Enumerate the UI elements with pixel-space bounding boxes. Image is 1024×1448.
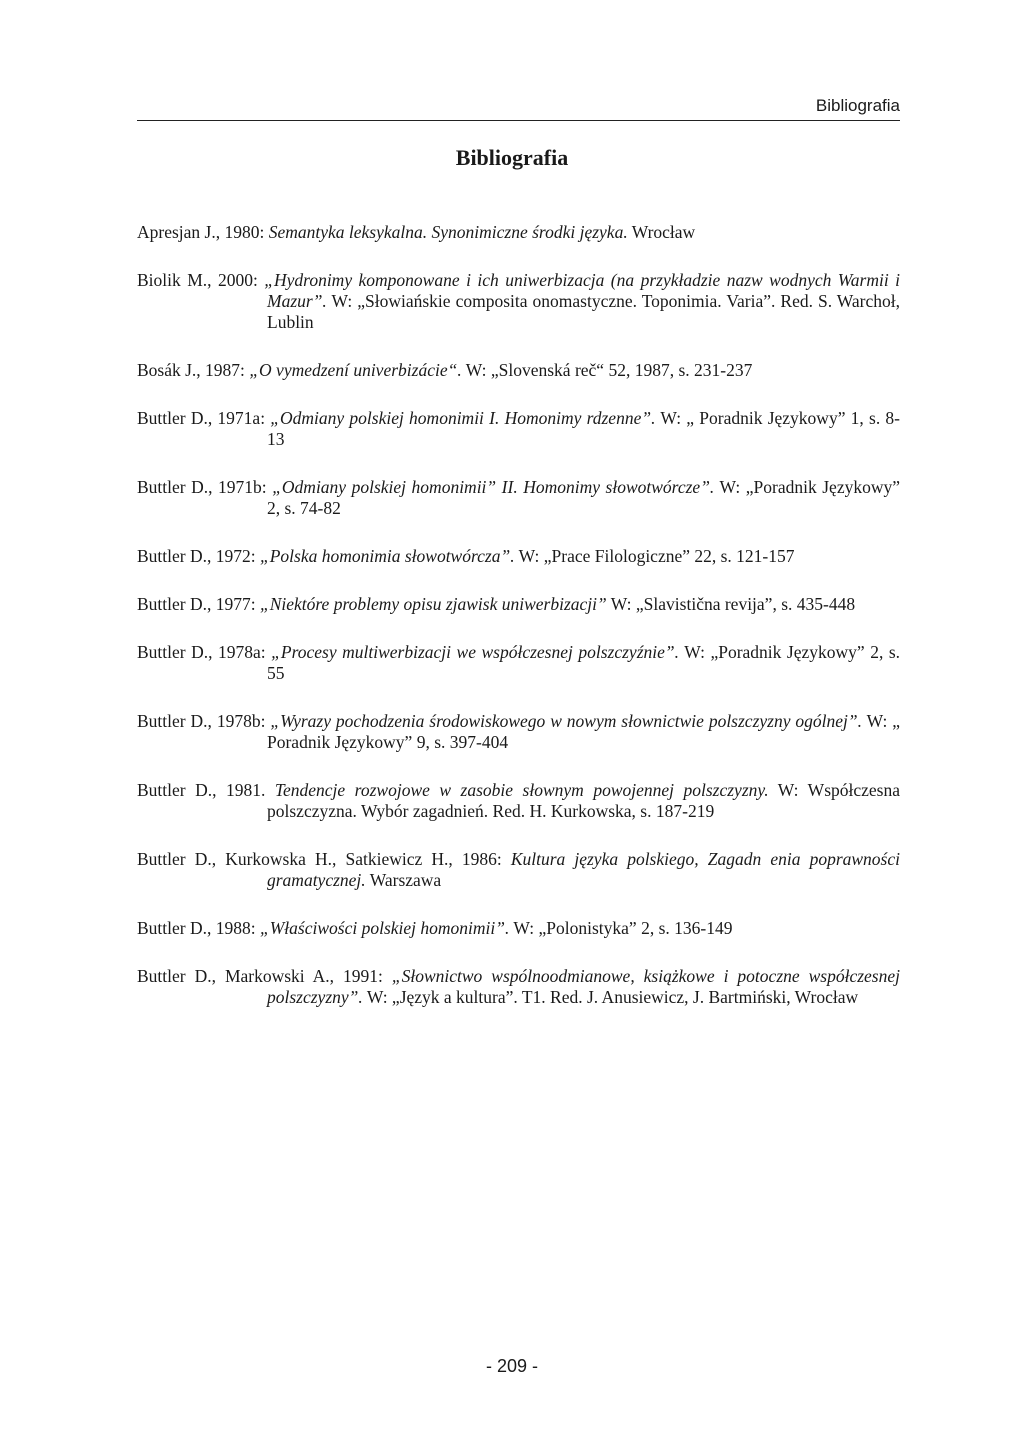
- page-number: - 209 -: [485, 1356, 539, 1376]
- entry-title: „Niektóre problemy opisu zjawisk uniwerbizacji”: [259, 594, 607, 614]
- entry-rest: W: „Prace Filologiczne” 22, s. 121-157: [514, 546, 795, 566]
- page-title: Bibliografia: [455, 145, 569, 170]
- entry-rest: W: „Poradnik Językowy” 2, s. 74-82: [267, 477, 900, 518]
- entry-title: „Słownictwo wspólnoodmianowe, książkowe i potoczne współczesnej polszczyzny”.: [267, 966, 900, 1007]
- entry-rest: W: „Język a kultura”. T1. Red. J. Anusiewicz, J. Bartmiński, Wrocław: [362, 987, 859, 1007]
- bibliography-entry: [137, 408, 900, 450]
- entry-lead: Buttler D., 1978b:: [137, 711, 271, 731]
- running-header: Bibliografia: [137, 96, 900, 121]
- bibliography-entry: [137, 642, 900, 684]
- entry-lead: Buttler D., 1977:: [137, 594, 260, 614]
- entry-title: „Właściwości polskiej homonimii”.: [259, 918, 510, 938]
- entry-rest: Warszawa: [365, 870, 442, 890]
- entry-rest: Wrocław: [627, 222, 696, 242]
- bibliography-entry: [137, 966, 900, 1008]
- bibliography-entry: [137, 546, 900, 567]
- entry-title: „Procesy multiwerbizacji we współczesnej polszczyźnie”.: [271, 642, 680, 662]
- entry-lead: Buttler D., 1988:: [137, 918, 260, 938]
- entry-rest: W: „Polonistyka” 2, s. 136-149: [509, 918, 733, 938]
- bibliography-entry: [137, 222, 900, 243]
- entry-lead: Buttler D., 1972:: [137, 546, 260, 566]
- entry-rest: W: „ Poradnik Językowy” 9, s. 397-404: [267, 711, 901, 752]
- entry-lead: Buttler D., 1971b:: [137, 477, 273, 497]
- entry-lead: Buttler D., Markowski A., 1991:: [137, 966, 392, 986]
- entry-lead: Apresjan J., 1980:: [137, 222, 269, 242]
- bibliography-entry: [137, 849, 900, 891]
- entry-title: Semantyka leksykalna. Synonimiczne środki języka.: [268, 222, 628, 242]
- entry-title: „Hydronimy komponowane i ich uniwerbizacja (na przykładzie nazw wodnych Warmii i Mazur”.: [264, 270, 900, 311]
- entry-title: „Odmiany polskiej homonimii I. Homonimy rdzenne”.: [270, 408, 656, 428]
- entry-title: Tendencje rozwojowe w zasobie słownym powojennej polszczyzny.: [274, 780, 769, 800]
- entry-lead: Buttler D., 1971a:: [137, 408, 271, 428]
- entry-rest: W: „Slovenská reč“ 52, 1987, s. 231-237: [461, 360, 753, 380]
- entry-rest: W: „Poradnik Językowy” 2, s. 55: [267, 642, 901, 683]
- bibliography-entry: [137, 270, 900, 333]
- entry-title: Kultura języka polskiego, Zagadn enia poprawności gramatycznej.: [267, 849, 900, 890]
- bibliography-entry: [137, 780, 900, 822]
- entry-lead: Bosák J., 1987:: [137, 360, 250, 380]
- bibliography-entry: [137, 360, 900, 381]
- entry-lead: Biolik M., 2000:: [137, 270, 265, 290]
- entry-rest: W: Współczesna polszczyzna. Wybór zagadnień. Red. H. Kurkowska, s. 187-219: [267, 780, 901, 821]
- bibliography-list: [137, 222, 900, 1035]
- bibliography-entry: [137, 918, 900, 939]
- entry-title: „O vymedzení univerbizácie“.: [249, 360, 462, 380]
- bibliography-entry: [137, 477, 900, 519]
- entry-rest: W: „Slavistična revija”, s. 435-448: [606, 594, 856, 614]
- entry-title: „Odmiany polskiej homonimii” II. Homonimy słowotwórcze”.: [272, 477, 715, 497]
- entry-title: „Wyrazy pochodzenia środowiskowego w nowym słownictwie polszczyzny ogólnej”.: [270, 711, 862, 731]
- entry-lead: Buttler D., 1981.: [137, 780, 275, 800]
- bibliography-entry: [137, 594, 900, 615]
- entry-lead: Buttler D., Kurkowska H., Satkiewicz H., 1986:: [137, 849, 511, 869]
- entry-rest: W: „ Poradnik Językowy” 1, s. 8-13: [267, 408, 901, 449]
- entry-title: „Polska homonimia słowotwórcza”.: [259, 546, 515, 566]
- entry-rest: W: „Słowiańskie composita onomastyczne. Toponimia. Varia”. Red. S. Warchoł, Lublin: [267, 291, 900, 332]
- entry-lead: Buttler D., 1978a:: [137, 642, 272, 662]
- bibliography-entry: [137, 711, 900, 753]
